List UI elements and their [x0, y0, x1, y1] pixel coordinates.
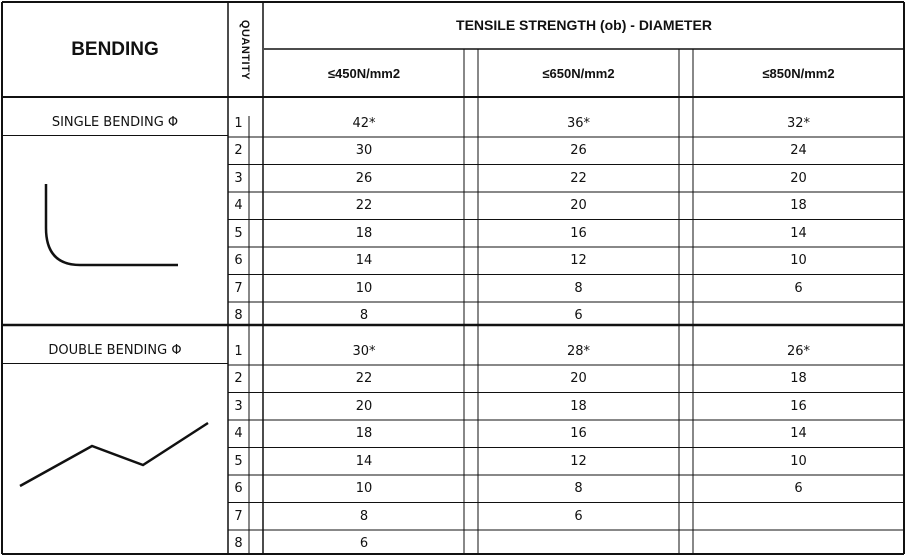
diameter-cell: 14: [355, 253, 373, 268]
quantity-cell: 6: [234, 481, 243, 496]
diameter-cell: 26*: [786, 343, 811, 359]
diameter-cell: 6: [574, 308, 583, 323]
diameter-cell: 6: [574, 508, 583, 524]
diameter-cell: 10: [355, 481, 373, 496]
diameter-cell: 18: [355, 225, 373, 241]
diameter-cell: 18: [355, 426, 373, 441]
quantity-cell: 7: [234, 280, 243, 296]
diameter-cell: 32*: [786, 115, 811, 131]
diameter-cell: 18: [790, 198, 807, 213]
quantity-cell: 3: [234, 170, 243, 186]
quantity-cell: 1: [234, 343, 243, 359]
quantity-cell: 5: [234, 453, 243, 469]
column-header-850: ≤850N/mm2: [762, 66, 835, 81]
diameter-cell: [693, 303, 904, 329]
diameter-cell: 22: [355, 371, 373, 386]
double-bending-label: DOUBLE BENDING Φ: [48, 342, 182, 358]
diameter-cell: 8: [574, 481, 583, 496]
quantity-cell: 3: [234, 398, 243, 414]
diameter-cell: 22: [355, 198, 373, 213]
diameter-cell: 6: [359, 536, 369, 551]
quantity-header: QUANTITY: [239, 19, 251, 81]
diameter-cell: 20: [570, 371, 587, 386]
diameter-cell: 14: [355, 453, 373, 469]
diameter-cell: 8: [574, 280, 583, 296]
diameter-cell: 14: [790, 225, 807, 241]
diameter-cell: 36*: [566, 115, 591, 131]
diameter-cell: 16: [790, 398, 807, 414]
diameter-cell: 12: [570, 253, 587, 268]
diameter-cell: 10: [790, 253, 807, 268]
quantity-cell: 6: [234, 253, 243, 268]
diameter-cell: 18: [570, 398, 587, 414]
column-header-650: ≤650N/mm2: [542, 66, 615, 81]
diameter-cell: [478, 531, 679, 557]
diameter-cell: 14: [790, 426, 807, 441]
diameter-cell: 16: [570, 225, 587, 241]
diameter-cell: [693, 531, 904, 557]
diameter-cell: 30: [355, 143, 373, 158]
quantity-cell: 2: [234, 143, 243, 158]
quantity-cell: 8: [234, 308, 243, 323]
diameter-cell: 6: [794, 280, 803, 296]
diameter-cell: 42*: [352, 115, 376, 131]
diameter-cell: 24: [790, 143, 807, 158]
quantity-cell: 8: [234, 536, 243, 551]
quantity-cell: 1: [234, 115, 243, 131]
diameter-cell: 30*: [352, 343, 376, 359]
tensile-strength-header: TENSILE STRENGTH (ob) - DIAMETER: [456, 17, 712, 33]
quantity-cell: 5: [234, 225, 243, 241]
quantity-cell: 2: [234, 371, 243, 386]
diameter-cell: 6: [794, 481, 803, 496]
quantity-cell: 4: [234, 426, 243, 441]
diameter-cell: 12: [570, 453, 587, 469]
diameter-cell: 28*: [566, 343, 591, 359]
bending-header: BENDING: [71, 38, 159, 60]
double-bend-shape-icon: [20, 423, 208, 486]
diameter-cell: 10: [355, 280, 373, 296]
diameter-cell: 8: [359, 508, 369, 524]
diameter-cell: 8: [359, 308, 369, 323]
diameter-cell: 20: [355, 398, 373, 414]
diameter-cell: [693, 503, 904, 529]
single-bending-label: SINGLE BENDING Φ: [51, 114, 179, 130]
diameter-cell: 10: [790, 453, 807, 469]
single-bend-shape-icon: [46, 184, 178, 265]
diameter-cell: 18: [790, 371, 807, 386]
quantity-cell: 7: [234, 508, 243, 524]
quantity-cell: 4: [234, 198, 243, 213]
diameter-cell: 22: [570, 170, 587, 186]
diameter-cell: 26: [355, 170, 373, 186]
column-header-450: ≤450N/mm2: [327, 66, 401, 81]
diameter-cell: 20: [570, 198, 587, 213]
diameter-cell: 20: [790, 170, 807, 186]
diameter-cell: 16: [570, 426, 587, 441]
diameter-cell: 26: [570, 143, 587, 158]
quantity-header-cell: [234, 10, 256, 90]
